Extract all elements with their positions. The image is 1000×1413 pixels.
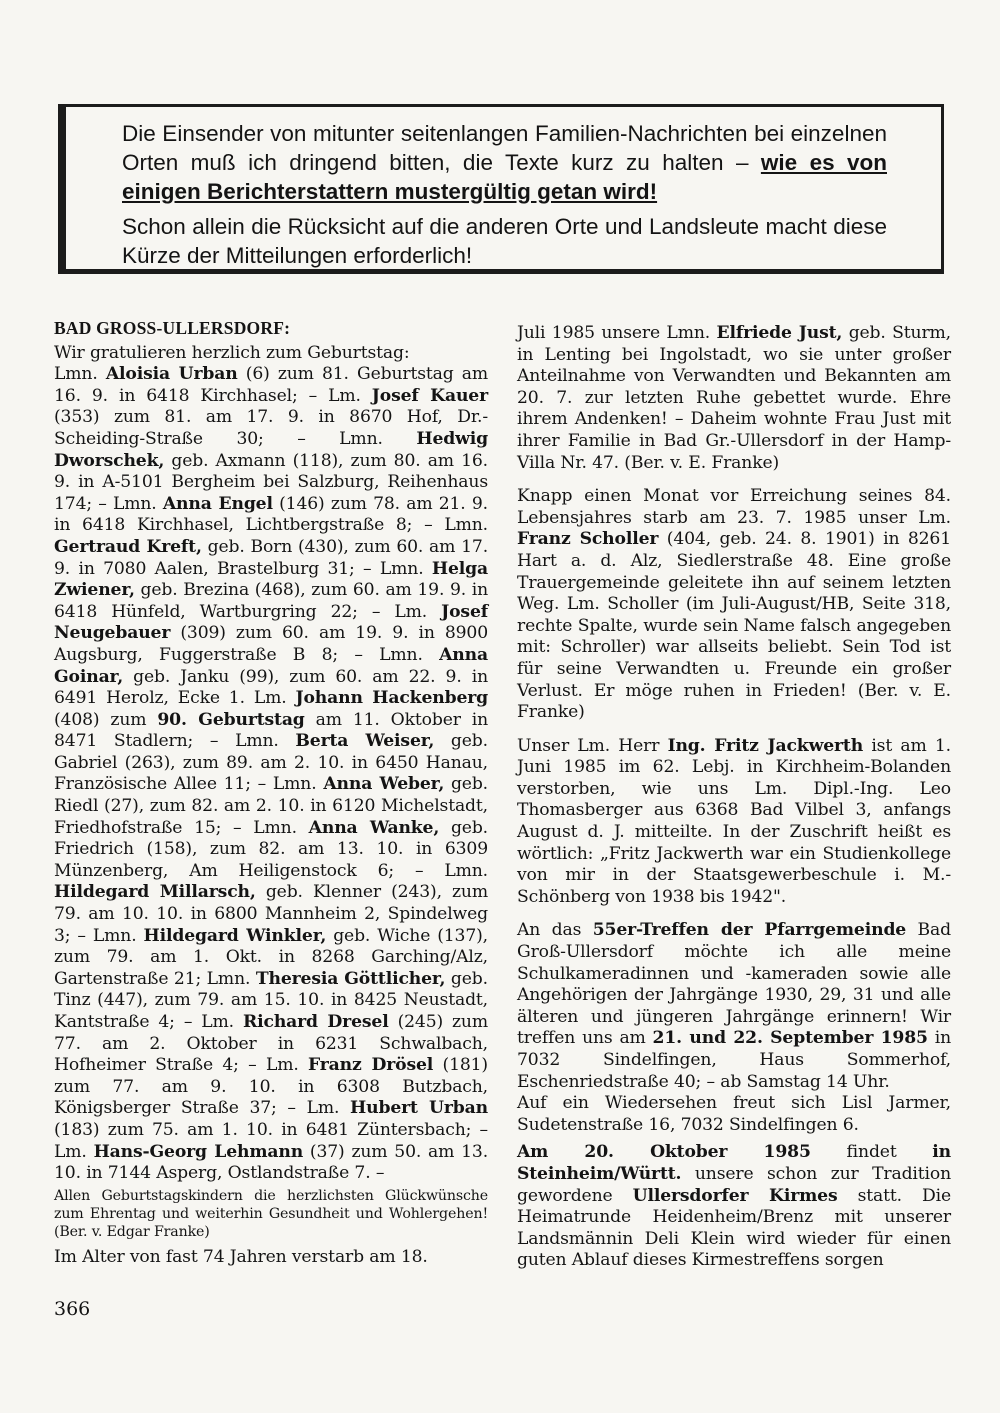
- birthday-entry: [54, 494, 488, 536]
- birthday-name: Theresia Göttlicher,: [255, 968, 446, 989]
- reunion-announcement: [517, 920, 951, 1093]
- birthday-prefix: Lm.: [265, 1055, 309, 1076]
- obituary-just-text-2: geb. Sturm, in Lenting bei Ingolstadt, wo sie unter großer Anteilnahme von Verwandten und Bekannten am 20. 7. zur letzten Ruhe gebettet wurde. Ehre ihrem Andenken! – Daheim wohnte Frau Just mit ihrer Familie in Bad Gr.-Ullersdorf in der Hamp-Villa Nr. 47. (Ber. v. E. Franke): [517, 323, 951, 473]
- birthday-entry: [54, 1142, 488, 1184]
- reunion-text-2: Bad Groß-Ullersdorf möchte ich alle meine Schulkameradinnen und -kameraden sowie alle Angehörigen der Jahrgänge 1930, 29, 31 und alle älteren und jüngeren Jahrgänge erinnern! Wir treffen uns am: [517, 920, 951, 1049]
- birthday-details: geb. Klenner (243), zum 79. am 10. 10. in 6800 Mannheim 2, Spindelweg 3; –: [54, 882, 488, 946]
- birthday-name: Josef Kauer: [371, 385, 488, 406]
- birthday-name: Johann Hackenberg: [295, 688, 489, 709]
- birthday-details: geb. Tinz (447), zum 79. am 15. 10. in 8425 Neustadt, Kantstraße 4; –: [54, 968, 488, 1032]
- birthday-prefix: Lmn.: [112, 493, 163, 514]
- left-column: [54, 318, 488, 1269]
- obituary-scholler-name: Franz Scholler: [517, 529, 659, 550]
- notice-line-2: wie es von einigen Berichterstattern mustergültig getan wird!: [122, 150, 887, 204]
- notice-line-1: Die Einsender von mitunter seitenlangen Familien-Nachrichten bei einzelnen Orten muß ich dringend bitten, die Texte kurz zu halten –: [122, 121, 887, 175]
- birthday-prefix: Lm.: [201, 1012, 243, 1032]
- birthday-name: Helga Zwiener,: [54, 558, 488, 601]
- kirmes-text: findet: [810, 1142, 933, 1163]
- birthday-prefix: Lmn.: [379, 644, 440, 665]
- birthday-prefix: Lmn.: [235, 731, 296, 752]
- birthday-details: (245) zum 77. am 2. Oktober in 6231 Schwalbach, Hofheimer Straße 4; –: [54, 1012, 489, 1076]
- birthday-name: Richard Dresel: [242, 1012, 389, 1032]
- birthday-details: (353) zum 81. am 17. 9. in 8670 Hof, Dr.-Scheiding-Straße 30; –: [54, 407, 488, 449]
- kirmes-announcement: [517, 1142, 951, 1272]
- birthday-name: Hedwig Dworschek,: [54, 428, 488, 471]
- reunion-date: 21. und 22. September 1985: [652, 1028, 928, 1049]
- obituary-scholler: [517, 486, 951, 724]
- birthday-details: geb. Janku (99), zum 60. am 22. 9. in 6491 Herolz, Ecke 1.: [54, 666, 488, 709]
- birthday-name: Aloisia Urban: [105, 364, 238, 385]
- obituary-jackwerth-name: Ing. Fritz Jackwerth: [667, 735, 864, 756]
- reunion-title: 55er-Treffen der Pfarrgemeinde: [592, 920, 907, 941]
- birthday-details: geb. Born (430), zum 60. am 17. 9. in 7080 Aalen, Brastelburg 31; –: [54, 536, 489, 579]
- section-heading: BAD GROSS-ULLERSDORF:: [54, 318, 291, 338]
- notice-text: [122, 119, 887, 206]
- birthday-details: geb. Riedl (27), zum 82. am 2. 10. in 6120 Michelstadt, Friedhofstraße 15; –: [54, 774, 488, 838]
- birthday-prefix: Lmn.: [206, 968, 256, 989]
- birthday-prefix: Lmn.: [92, 925, 144, 946]
- birthday-prefix: Lmn.: [339, 428, 417, 449]
- birthday-name: Franz Drösel: [308, 1055, 434, 1076]
- birthday-prefix: Lmn.: [54, 364, 106, 385]
- birthday-prefix: Lmn.: [379, 558, 432, 579]
- birthday-prefix: Lm.: [394, 601, 442, 622]
- birthday-prefix: Lm.: [306, 1098, 351, 1119]
- kirmes-date: Am 20. Oktober 1985: [517, 1142, 811, 1163]
- obituary-jackwerth-text: Unser Lm. Herr: [517, 735, 668, 756]
- birthday-name: Berta Weiser,: [295, 731, 435, 752]
- obituary-start: Im Alter von fast 74 Jahren verstarb am 18.: [54, 1247, 428, 1268]
- birthday-details: geb. Axmann (118), zum 80. am 16. 9. in A-5101 Bergheim bei Salzburg, Reihenhaus 174; –: [54, 450, 488, 514]
- obituary-just-name: Elfriede Just,: [716, 323, 843, 343]
- obituary-scholler-text-2: (404, geb. 24. 8. 1901) in 8261 Hart a. d. Alz, Siedlerstraße 48. Eine große Trauergemeinde geleitete ihn auf seinem letzten Weg. Lm. Scholler (im Juli-August/HB, Seite 318, rechte Spalte, wurde sein Name falsch angegeben mit: Schroller) war allseits beliebt. Sein Tod ist für seine Verwandten u. Freunde ein großer Verlust. Er möge ruhen in Frieden! (Ber. v. E. Franke): [517, 529, 952, 723]
- birthday-prefix: Lmn.: [444, 515, 488, 536]
- birthday-details: geb. Wiche (137), zum 79. am 1. Okt. in 8268 Garching/Alz, Gartenstraße 21;: [54, 925, 488, 989]
- birthday-name: Hildegard Millarsch,: [54, 882, 256, 903]
- birthday-name: Hildegard Winkler,: [143, 925, 327, 946]
- birthday-closing: Allen Geburtstagskindern die herzlichsten Glückwünsche zum Ehrentag und weiterhin Gesundheit und Wohlergehen! (Ber. v. Edgar Franke): [54, 1187, 488, 1241]
- obituary-jackwerth-text-2: ist am 1. Juni 1985 im 62. Lebj. in Kirchheim-Bolanden verstorben, wie uns Lm. Dipl.-Ing. Leo Thomasberger aus 6368 Bad Vilbel 3, anfangs August d. J. mitteilte. In der Zuschrift heißt es wörtlich: „Fritz Jackwerth war ein Studienkollege von mir in der Staatsgewerbeschule i. M.-Schönberg von 1938 bis 1942".: [517, 735, 951, 907]
- birthday-name: Anna Goinar,: [54, 644, 488, 687]
- reunion-text-3: in 7032 Sindelfingen, Haus Sommerhof, Eschenriedstraße 40; – ab Samstag 14 Uhr.: [517, 1028, 951, 1092]
- birthday-prefix: Lm.: [328, 385, 372, 406]
- birthday-prefix: Lmn.: [253, 817, 309, 838]
- obituary-scholler-text: Knapp einen Monat vor Erreichung seines 84. Lebensjahres starb am 23. 7. 1985 unser Lm.: [517, 486, 951, 528]
- kirmes-text-2: unsere schon zur Tradition gewordene: [517, 1163, 951, 1206]
- obituary-just-text: Juli 1985 unsere Lmn.: [517, 323, 717, 343]
- birthday-list: [54, 364, 488, 1185]
- birthday-prefix: Lm.: [253, 688, 296, 709]
- birthday-details: am 11. Oktober in 8471 Stadlern; –: [54, 709, 488, 752]
- birthday-name: 90. Geburtstag: [157, 709, 305, 730]
- birthday-name: Hans-Georg Lehmann: [93, 1141, 304, 1162]
- birthday-name: Anna Weber,: [323, 774, 445, 795]
- birthday-details: geb. Gabriel (263), zum 89. am 2. 10. in 6450 Hanau, Französische Allee 11; –: [54, 731, 488, 795]
- reunion-signature: Auf ein Wiedersehen freut sich Lisl Jarmer, Sudetenstraße 16, 7032 Sindelfingen 6.: [517, 1093, 951, 1135]
- notice-line-3: Schon allein die Rücksicht auf die anderen Orte und Landsleute macht diese Kürze der Mitteilungen erforderlich!: [122, 214, 887, 268]
- page-number: 366: [54, 1298, 91, 1320]
- birthday-intro: Wir gratulieren herzlich zum Geburtstag:: [54, 342, 410, 363]
- birthday-details: (181) zum 77. am 9. 10. in 6308 Butzbach, Königsberger Straße 37; –: [54, 1055, 488, 1119]
- birthday-details: (309) zum 60. am 19. 9. in 8900 Augsburg, Fuggerstraße B 8; –: [54, 623, 488, 665]
- birthday-name: Hubert Urban: [350, 1098, 488, 1119]
- obituary-jackwerth: [517, 736, 951, 909]
- birthday-details: (37) zum 50. am 13. 10. in 7144 Asperg, Ostlandstraße 7. –: [54, 1141, 489, 1184]
- birthday-name: Anna Wanke,: [308, 817, 440, 838]
- kirmes-place: in Steinheim/Württ.: [517, 1142, 951, 1184]
- editor-notice-box: [58, 104, 944, 274]
- birthday-details: (408) zum: [54, 709, 158, 730]
- birthday-prefix: Lm.: [54, 1141, 94, 1162]
- reunion-text: An das: [517, 920, 593, 941]
- birthday-name: Gertraud Kreft,: [54, 536, 202, 557]
- birthday-prefix: Lmn.: [444, 860, 488, 881]
- birthday-prefix: Lmn.: [272, 774, 324, 795]
- birthday-name: Anna Engel: [162, 493, 273, 514]
- kirmes-title: Ullersdorfer Kirmes: [632, 1185, 838, 1206]
- obituary-just: [517, 323, 951, 474]
- birthday-details: (6) zum 81. Geburtstag am 16. 9. in 6418 Kirchhasel; –: [54, 364, 488, 406]
- kirmes-text-3: statt. Die Heimatrunde Heidenheim/Brenz mit unserer Landsmännin Deli Klein wird wieder für einen guten Ablauf dieses Kirmestreffens sorgen: [517, 1185, 952, 1271]
- birthday-details: geb. Brezina (468), zum 60. am 19. 9. in 6418 Hünfeld, Wartburgring 22; –: [54, 580, 488, 622]
- birthday-details: (183) zum 75. am 1. 10. in 6481 Züntersbach; –: [54, 1119, 488, 1140]
- birthday-details: geb. Friedrich (158), zum 82. am 13. 10. in 6309 Münzenberg, Am Heiligenstock 6; –: [54, 817, 488, 881]
- right-column: [517, 323, 951, 1272]
- birthday-details: (146) zum 78. am 21. 9. in 6418 Kirchhasel, Lichtbergstraße 8; –: [54, 493, 488, 536]
- birthday-name: Josef Neugebauer: [54, 601, 488, 644]
